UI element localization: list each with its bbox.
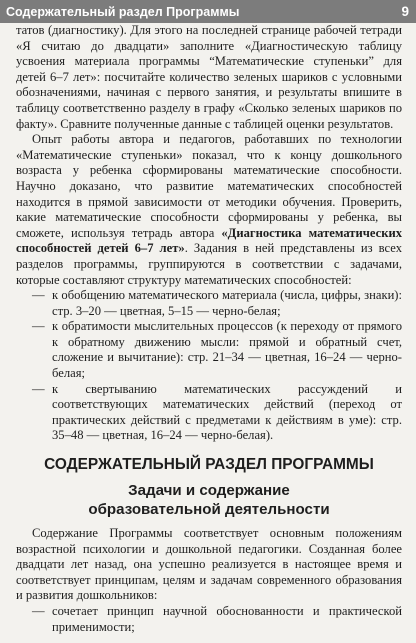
running-head-title: Содержательный раздел Программы (6, 4, 240, 19)
dash-marker: — (32, 288, 45, 303)
list-item-text: к свертыванию математических рассуждений и соответствующих математических действий (переход от практических действий с предметами к действиям в уме): стр. 35–48 — цветная, 16–24 — черно-белая). (52, 381, 402, 443)
section-heading: СОДЕРЖАТЕЛЬНЫЙ РАЗДЕЛ ПРОГРАММЫ (44, 456, 374, 474)
paragraph-experience-start: Опыт работы автора и педагогов, работавших по технологии «Математические ступеньки» показал, что к концу дошкольного возраста у ребенка сформированы математические способности. Научно доказано, что развитие математических способностей находится в прямой зависимости от методики обучения. Проверить, какие математические способности сформированы у ребенка, вы сможете, используя тетрадь автора (16, 132, 402, 240)
dash-marker: — (32, 381, 45, 396)
page-body (16, 23, 402, 635)
notebook-title: «Диагностика математических способностей детей 6–7 лет» (16, 225, 402, 256)
list-item (16, 288, 402, 319)
list-item (16, 319, 402, 381)
running-head (0, 0, 416, 23)
dash-marker: — (32, 604, 45, 618)
subsection-heading (16, 482, 402, 519)
list-item (16, 604, 402, 635)
paragraph-experience (16, 132, 402, 288)
subsection-heading-line-2: образовательной деятельности (88, 500, 330, 518)
list-item-text: к обобщению математического материала (числа, цифры, знаки): стр. 3–20 — цветная, 5–15 — черно-белая; (52, 288, 402, 318)
page-number: 9 (401, 4, 409, 19)
paragraph-experience-end: . Задания в ней представлены из всех разделов программы, группируются в соответствии с задачами, которые составляют структуру математических способностей: (16, 241, 402, 287)
dash-marker: — (32, 319, 45, 334)
subsection-heading-line-1: Задачи и содержание (128, 482, 290, 500)
list-item-text: сочетает принцип научной обоснованности и практической применимости; (52, 604, 402, 634)
list-item-text: к обратимости мыслительных процессов (к переходу от прямого к обратному движению мысли: прямой и обратный счет, сложение и вычитание): стр. 21–34 — цветная, 16–24 — черно-белая; (52, 319, 402, 381)
paragraph-diagnostics: татов (диагностику). Для этого на последней странице рабочей тетради «Я считаю до двадцати» заполните «Диагностическую таблицу усвоения материала программы “Математические ступеньки” для детей 6–7 лет»: посчитайте количество зеленых шариков с условными обозначениями, начиная с первого занятия, и результаты впишите в таблицу соответственно разделу в графу «Сколько зеленых шариков по факту». Сравните полученные данные с таблицей оценки результатов. (16, 23, 402, 131)
paragraph-program-content: Содержание Программы соответствует основным положениям возрастной психологии и дошкольной педагогики. Созданная более двадцати лет назад, она успешно реализуется в настоящее время и соответствует принципам, целям и задачам современного образования и развития дошкольников: (16, 526, 402, 603)
list-item (16, 382, 402, 444)
